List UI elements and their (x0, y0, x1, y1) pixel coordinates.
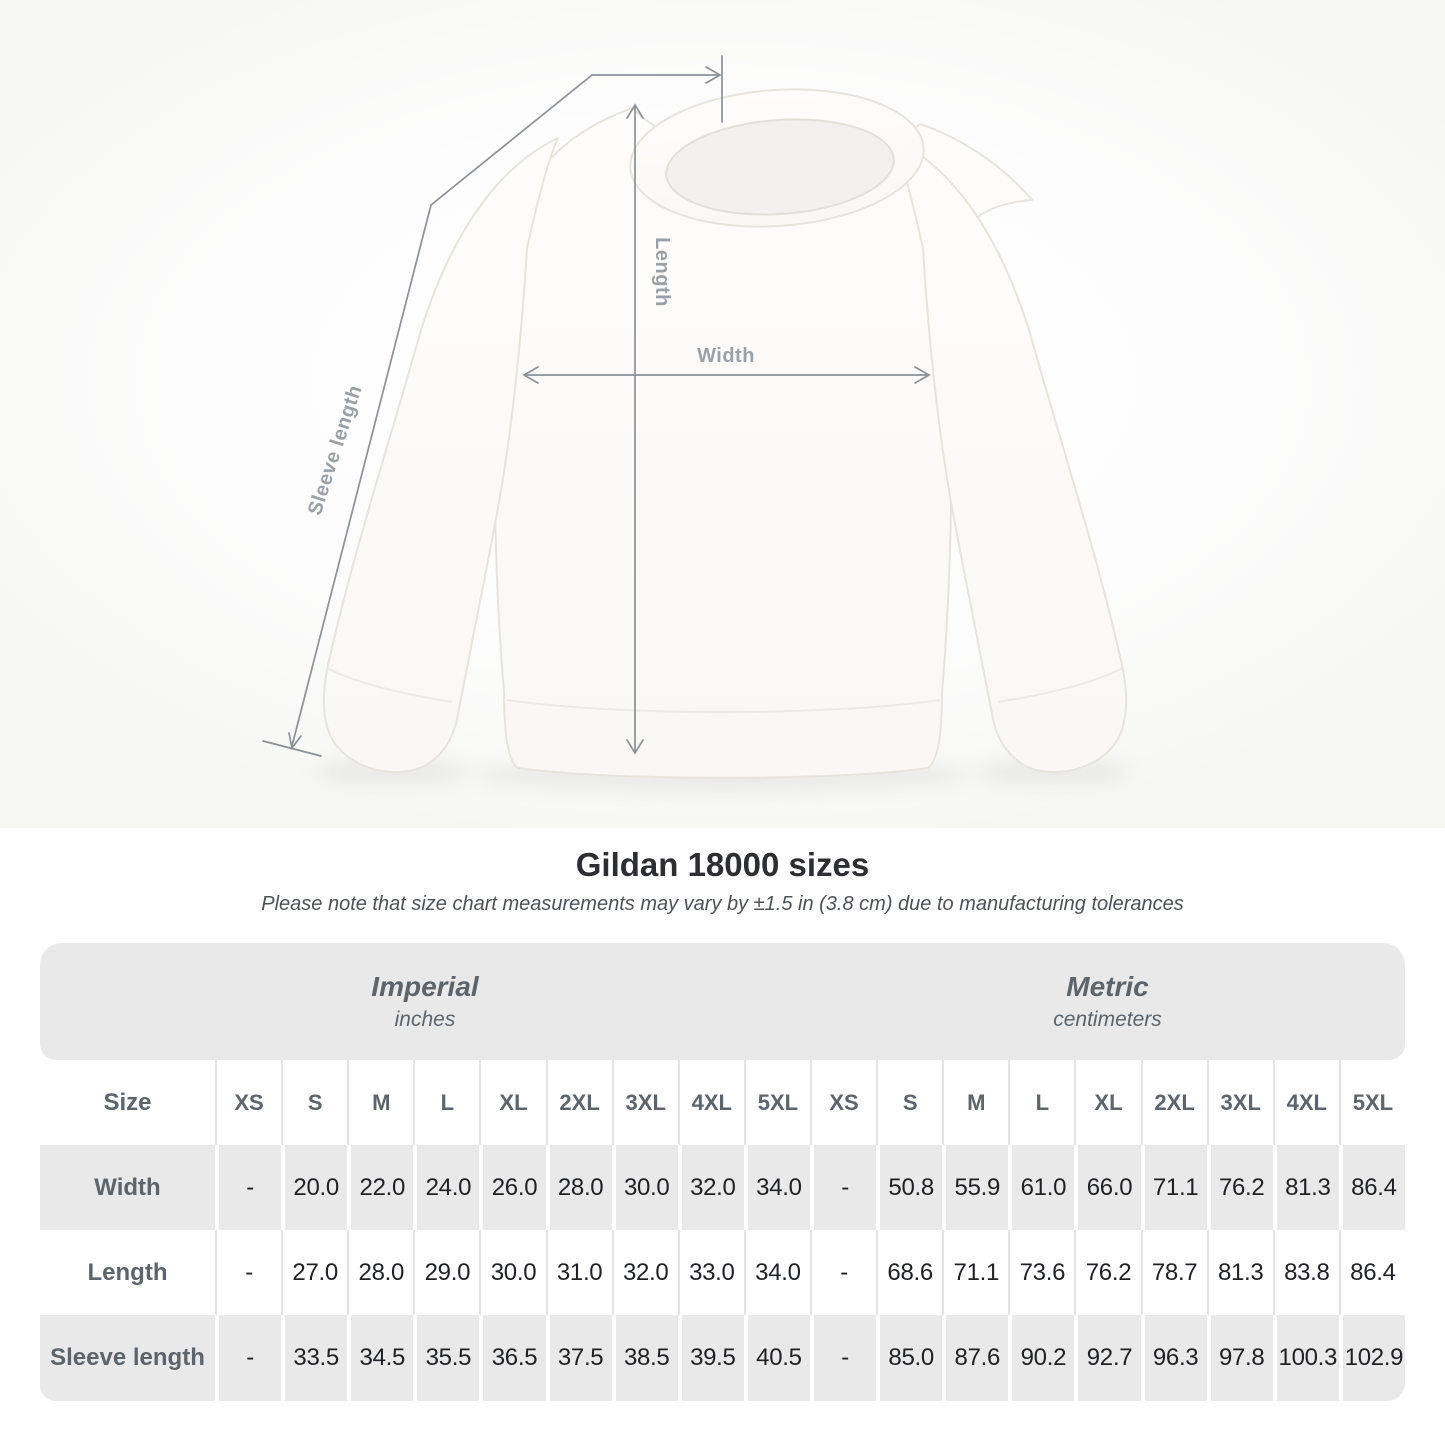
tolerance-note: Please note that size chart measurements may vary by ±1.5 in (3.8 cm) due to manufacturing tolerances (261, 893, 1184, 915)
width-measure-label: Width (697, 345, 755, 367)
size-col-metric: XS (810, 1060, 876, 1145)
size-col-metric: S (876, 1060, 942, 1145)
sleeve-length-row (40, 1315, 1405, 1401)
size-col-metric: L (1008, 1060, 1074, 1145)
size-col-imperial: M (347, 1060, 413, 1145)
value-cell: 83.8 (1273, 1230, 1339, 1315)
width-row (40, 1145, 1405, 1230)
value-cell: 28.0 (347, 1230, 413, 1315)
value-cell: 73.6 (1008, 1230, 1074, 1315)
value-cell: 20.0 (281, 1145, 347, 1230)
size-col-imperial: L (413, 1060, 479, 1145)
value-cell: - (215, 1315, 281, 1401)
size-col-imperial: 2XL (546, 1060, 612, 1145)
value-cell: - (215, 1145, 281, 1230)
value-cell: 34.5 (347, 1315, 413, 1401)
value-cell: 76.2 (1207, 1145, 1273, 1230)
value-cell: - (215, 1230, 281, 1315)
value-cell: 22.0 (347, 1145, 413, 1230)
sleeve-length-measure-label: Sleeve length (303, 382, 367, 518)
metric-subtitle: centimeters (1053, 1008, 1162, 1031)
length-measure-label: Length (651, 237, 673, 307)
value-cell: 30.0 (479, 1230, 545, 1315)
value-cell: 50.8 (876, 1145, 942, 1230)
value-cell: 29.0 (413, 1230, 479, 1315)
imperial-header (40, 943, 810, 1060)
value-cell: 34.0 (744, 1145, 810, 1230)
size-col-metric: M (942, 1060, 1008, 1145)
value-cell: 39.5 (678, 1315, 744, 1401)
value-cell: 30.0 (612, 1145, 678, 1230)
value-cell: 35.5 (413, 1315, 479, 1401)
value-cell: 68.6 (876, 1230, 942, 1315)
value-cell: 71.1 (1141, 1145, 1207, 1230)
value-cell: 86.4 (1339, 1230, 1405, 1315)
value-cell: 86.4 (1339, 1145, 1405, 1230)
value-cell: 31.0 (546, 1230, 612, 1315)
value-cell: 38.5 (612, 1315, 678, 1401)
metric-title: Metric (1066, 971, 1149, 1002)
value-cell: 81.3 (1273, 1145, 1339, 1230)
value-cell: 27.0 (281, 1230, 347, 1315)
row-header-size: Size (103, 1088, 152, 1116)
value-cell: 100.3 (1273, 1315, 1339, 1401)
value-cell: 33.0 (678, 1230, 744, 1315)
value-cell: 36.5 (479, 1315, 545, 1401)
value-cell: 34.0 (744, 1230, 810, 1315)
value-cell: 32.0 (612, 1230, 678, 1315)
value-cell: - (810, 1315, 876, 1401)
value-cell: 71.1 (942, 1230, 1008, 1315)
row-header-length: Length (87, 1258, 168, 1286)
size-col-metric: 2XL (1141, 1060, 1207, 1145)
value-cell: 92.7 (1074, 1315, 1140, 1401)
value-cell: 37.5 (546, 1315, 612, 1401)
imperial-title: Imperial (371, 971, 479, 1002)
value-cell: 76.2 (1074, 1230, 1140, 1315)
size-col-imperial: S (281, 1060, 347, 1145)
size-table (40, 943, 1405, 1401)
size-header-row (40, 1060, 1405, 1145)
size-col-metric: 4XL (1273, 1060, 1339, 1145)
size-col-imperial: XL (479, 1060, 545, 1145)
value-cell: 26.0 (479, 1145, 545, 1230)
size-col-imperial: XS (215, 1060, 281, 1145)
size-col-metric: XL (1074, 1060, 1140, 1145)
value-cell: 81.3 (1207, 1230, 1273, 1315)
value-cell: 40.5 (744, 1315, 810, 1401)
value-cell: 28.0 (546, 1145, 612, 1230)
value-cell: 102.9 (1339, 1315, 1405, 1401)
metric-header (810, 943, 1405, 1060)
page-title: Gildan 18000 sizes (575, 846, 870, 883)
value-cell: 66.0 (1074, 1145, 1140, 1230)
value-cell: 61.0 (1008, 1145, 1074, 1230)
size-col-imperial: 3XL (612, 1060, 678, 1145)
value-cell: - (810, 1230, 876, 1315)
units-header-row (40, 943, 1405, 1060)
value-cell: 97.8 (1207, 1315, 1273, 1401)
value-cell: 33.5 (281, 1315, 347, 1401)
value-cell: 87.6 (942, 1315, 1008, 1401)
size-col-metric: 3XL (1207, 1060, 1273, 1145)
value-cell: 24.0 (413, 1145, 479, 1230)
value-cell: 78.7 (1141, 1230, 1207, 1315)
row-header-sleeve-length: Sleeve length (40, 1315, 215, 1401)
size-col-imperial: 4XL (678, 1060, 744, 1145)
size-col-imperial: 5XL (744, 1060, 810, 1145)
length-row (40, 1230, 1405, 1315)
row-header-width: Width (40, 1145, 215, 1230)
value-cell: 90.2 (1008, 1315, 1074, 1401)
imperial-subtitle: inches (394, 1008, 456, 1031)
value-cell: 32.0 (678, 1145, 744, 1230)
value-cell: 55.9 (942, 1145, 1008, 1230)
value-cell: 85.0 (876, 1315, 942, 1401)
value-cell: 96.3 (1141, 1315, 1207, 1401)
value-cell: - (810, 1145, 876, 1230)
size-col-metric: 5XL (1339, 1060, 1405, 1145)
